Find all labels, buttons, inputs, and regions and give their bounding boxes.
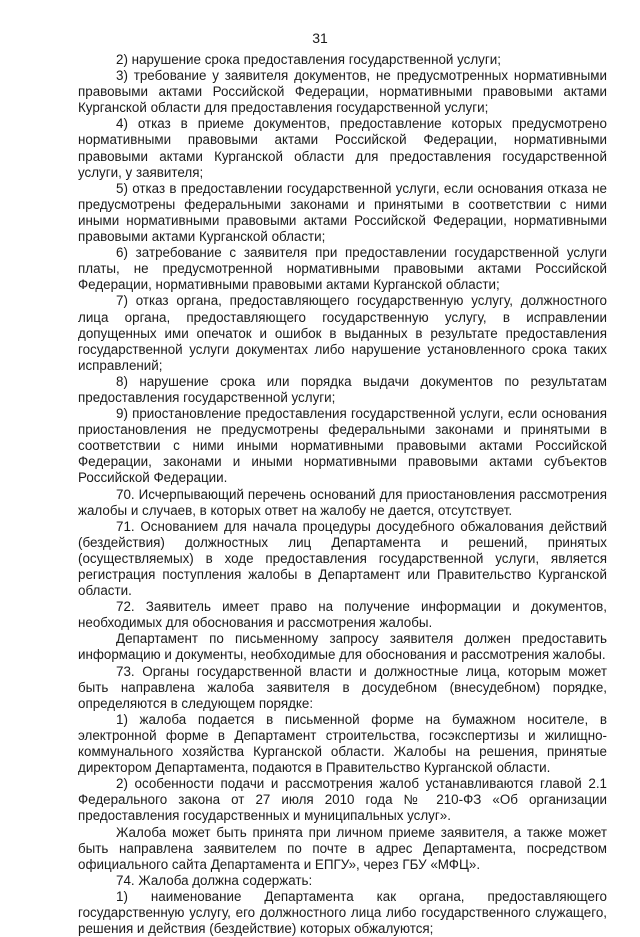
- paragraph: 71. Основанием для начала процедуры досудебного обжалования действий (бездействия) должностных лиц Департамента и решений, принятых (осуществляемых) в ходе предоставления государственной услуги, является регистрация поступления жалобы в Департамент или Правительство Курганской области.: [78, 518, 607, 599]
- paragraph: 6) затребование с заявителя при предоставлении государственной услуги платы, не предусмотренной нормативными правовыми актами Российской Федерации, нормативными правовыми актами Курганской области;: [78, 245, 607, 293]
- paragraph: 74. Жалоба должна содержать:: [116, 872, 313, 888]
- paragraph: 73. Органы государственной власти и должностные лица, которым может быть направлена жалоба заявителя в досудебном (внесудебном) порядке, определяются в следующем порядке:: [78, 663, 607, 711]
- paragraph: Жалоба может быть принята при личном приеме заявителя, а также может быть направлена заявителем по почте в адрес Департамента, посредством официального сайта Департамента и ЕПГУ», через ГБУ «МФЦ».: [78, 824, 607, 872]
- paragraph: 5) отказ в предоставлении государственной услуги, если основания отказа не предусмотрены федеральными законами и принятыми в соответствии с ними иными нормативными правовыми актами Российской Федерации, нормативными правовыми актами Курганской области;: [78, 180, 607, 245]
- paragraph: 1) жалоба подается в письменной форме на бумажном носителе, в электронной форме в Департамент строительства, госэкспертизы и жилищно-коммунального хозяйства Курганской области. Жалобы на решения, принятые директором Департамента, подаются в Правительство Курганской области.: [78, 711, 607, 776]
- paragraph: 2) особенности подачи и рассмотрения жалоб устанавливаются главой 2.1 Федерального закона от 27 июля 2010 года № 210-ФЗ «Об организации предоставления государственных и муниципальных услуг».: [78, 776, 607, 824]
- paragraph: 3) требование у заявителя документов, не предусмотренных нормативными правовыми актами Российской Федерации, нормативными правовыми актами Курганской области для предоставления государственной услуги;: [78, 68, 607, 116]
- paragraph: 9) приостановление предоставления государственной услуги, если основания приостановления не предусмотрены федеральными законами и принятыми в соответствии с ними иными нормативными правовыми актами Российской Федерации, законами и иными нормативными правовыми актами субъектов Российской Федерации.: [78, 406, 607, 486]
- paragraph: 72. Заявитель имеет право на получение информации и документов, необходимых для обоснования и рассмотрения жалобы.: [78, 599, 607, 631]
- paragraph: 2) нарушение срока предоставления государственной услуги;: [116, 52, 501, 67]
- paragraph: 1) наименование Департамента как органа, предоставляющего государственную услугу, его должностного лица либо государственного служащего, решения и действия (бездействие) которых обжалуются;: [78, 888, 607, 937]
- paragraph: 70. Исчерпывающий перечень оснований для приостановления рассмотрения жалобы и случаев, в которых ответ на жалобу не дается, отсутствует.: [78, 486, 607, 518]
- paragraph: 4) отказ в приеме документов, предоставление которых предусмотрено нормативными правовыми актами Российской Федерации, нормативными правовыми актами Курганской области для предоставления государственной услуги, у заявителя;: [78, 116, 607, 180]
- paragraph: Департамент по письменному запросу заявителя должен предоставить информацию и документы, необходимые для обоснования и рассмотрения жалобы.: [78, 631, 607, 663]
- paragraph: 8) нарушение срока или порядка выдачи документов по результатам предоставления государственной услуги;: [78, 373, 607, 405]
- document-body: [78, 52, 607, 937]
- page-number: 31: [312, 30, 328, 46]
- paragraph: 7) отказ органа, предоставляющего государственную услугу, должностного лица органа, предоставляющего государственную услугу, в исправлении допущенных ими опечаток и ошибок в выданных в результате предоставления государственной услуги документах либо нарушение установленного срока таких исправлений;: [78, 293, 607, 373]
